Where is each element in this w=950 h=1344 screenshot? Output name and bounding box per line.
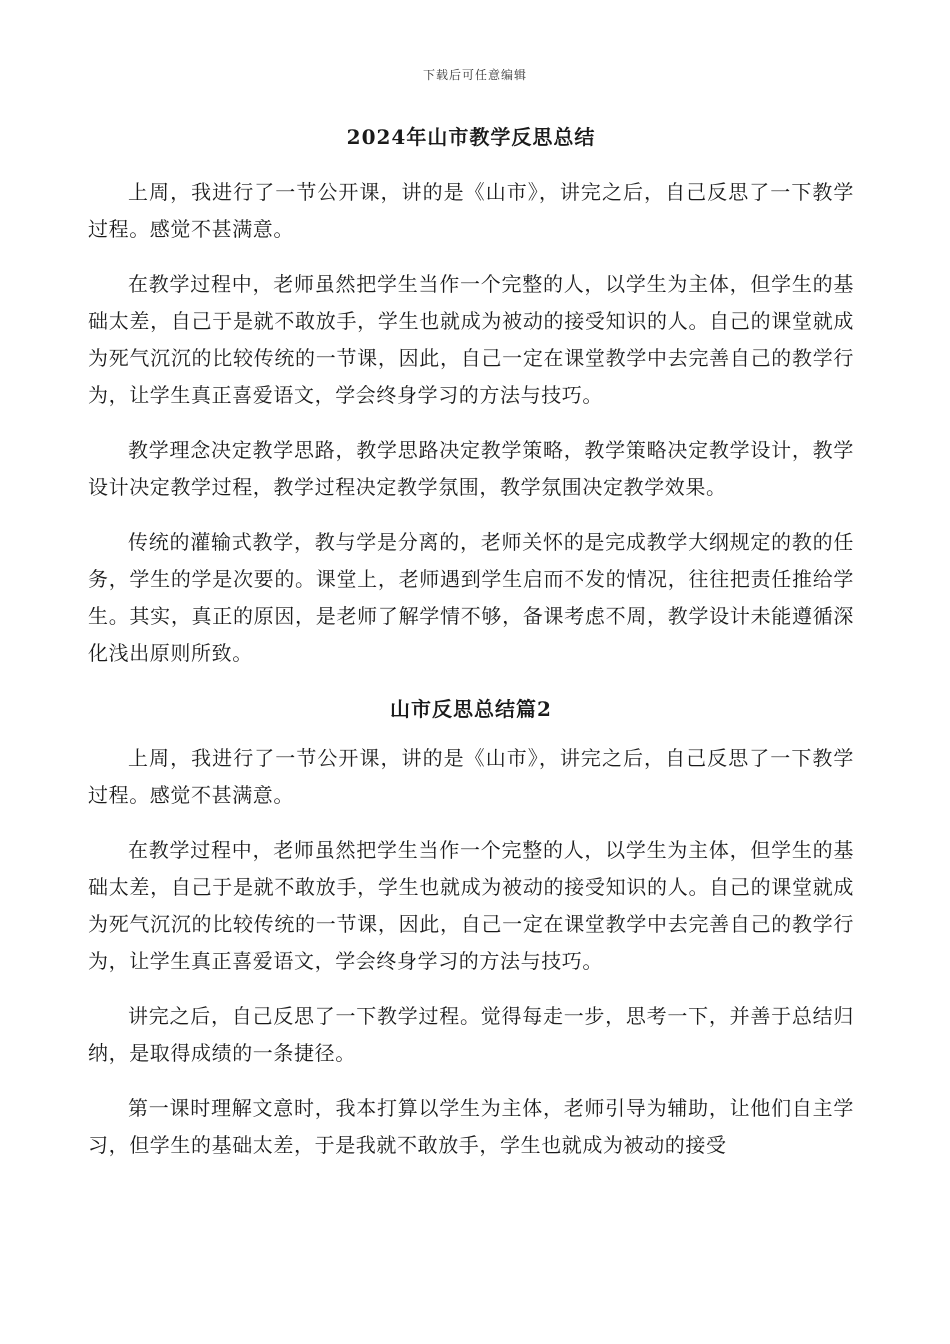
- paragraph: 上周，我进行了一节公开课，讲的是《山市》，讲完之后，自己反思了一下教学过程。感觉不甚满意。: [88, 746, 854, 807]
- paragraph: 上周，我进行了一节公开课，讲的是《山市》，讲完之后，自己反思了一下教学过程。感觉不甚满意。: [88, 180, 854, 241]
- paragraph: 在教学过程中，老师虽然把学生当作一个完整的人，以学生为主体，但学生的基础太差，自己于是就不敢放手，学生也就成为被动的接受知识的人。自己的课堂就成为死气沉沉的比较传统的一节课，因此，自己一定在课堂教学中去完善自己的教学行为，让学生真正喜爱语文，学会终身学习的方法与技巧。: [88, 272, 854, 407]
- paragraph: 教学理念决定教学思路，教学思路决定教学策略，教学策略决定教学设计，教学设计决定教学过程，教学过程决定教学氛围，教学氛围决定教学效果。: [88, 438, 854, 499]
- section-title: 山市反思总结篇2: [390, 697, 552, 721]
- document-body: [88, 118, 854, 1182]
- header-note: 下载后可任意编辑: [422, 68, 527, 82]
- paragraph: 在教学过程中，老师虽然把学生当作一个完整的人，以学生为主体，但学生的基础太差，自己于是就不敢放手，学生也就成为被动的接受知识的人。自己的课堂就成为死气沉沉的比较传统的一节课，因此，自己一定在课堂教学中去完善自己的教学行为，让学生真正喜爱语文，学会终身学习的方法与技巧。: [88, 838, 854, 973]
- document-title: 2024年山市教学反思总结: [346, 125, 596, 149]
- paragraph: 传统的灌输式教学，教与学是分离的，老师关怀的是完成教学大纲规定的教的任务，学生的学是次要的。课堂上，老师遇到学生启而不发的情况，往往把责任推给学生。其实，真正的原因，是老师了解学情不够，备课考虑不周，教学设计未能遵循深化浅出原则所致。: [88, 530, 854, 665]
- paragraph: 第一课时理解文意时，我本打算以学生为主体，老师引导为辅助，让他们自主学习，但学生的基础太差，于是我就不敢放手，学生也就成为被动的接受: [88, 1096, 854, 1157]
- paragraph: 讲完之后，自己反思了一下教学过程。觉得每走一步，思考一下，并善于总结归纳，是取得成绩的一条捷径。: [88, 1004, 854, 1065]
